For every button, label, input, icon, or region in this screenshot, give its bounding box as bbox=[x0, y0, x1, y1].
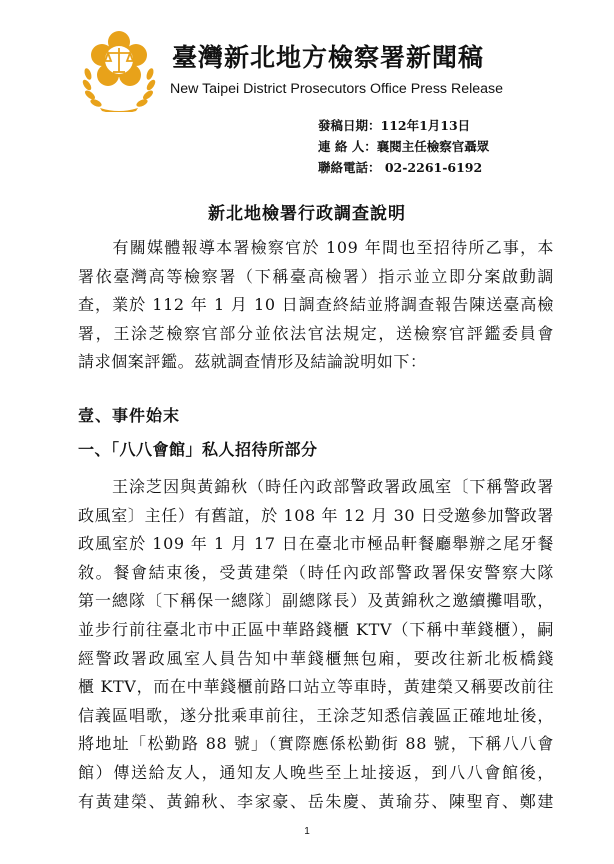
body-line: 館）傳送給友人，通知友人晚些至上址接返，到八八會館後， bbox=[78, 762, 554, 782]
body-line: 信義區唱歌，遂分批乘車前往，王涂芝知悉信義區正確地址後， bbox=[78, 705, 554, 725]
section-heading: 壹、事件始末 bbox=[78, 406, 181, 425]
subsection-heading: 一、「八八會館」私人招待所部分 bbox=[78, 440, 318, 459]
body-line: 王涂芝因與黃錦秋（時任內政部警政署政風室〔下稱警政署 bbox=[78, 477, 554, 496]
intro-paragraph bbox=[78, 234, 554, 377]
contact-person: 連 絡 人：襄閱主任檢察官聶眾 bbox=[318, 139, 490, 154]
release-meta bbox=[318, 115, 489, 178]
body-line: 第一總隊〔下稱保一總隊〕副總隊長）及黃錦秋之邀續攤唱歌， bbox=[78, 591, 554, 611]
press-release-title: 臺灣新北地方檢察署新聞稿 bbox=[172, 43, 485, 72]
body-line: 敘。餐會結束後，受黃建榮（時任內政部警政署保安警察大隊 bbox=[78, 562, 554, 582]
body-line: 政風室〕主任）有舊誼，於 108 年 12 月 30 日受邀參加警政署 bbox=[78, 505, 554, 525]
body-line: 有黃建榮、黃錦秋、李家豪、岳朱慶、黃瑜芬、陳聖育、鄭建 bbox=[78, 791, 554, 811]
document-title: 新北地檢署行政調查說明 bbox=[208, 204, 406, 224]
body-line: 並步行前往臺北市中正區中華路錢櫃 KTV（下稱中華錢櫃），嗣 bbox=[78, 619, 554, 639]
intro-line: 請求個案評鑑。茲就調查情形及結論說明如下： bbox=[78, 352, 427, 372]
intro-line: 署依臺灣高等檢察署（下稱臺高檢署）指示並立即分案啟動調 bbox=[78, 266, 554, 286]
body-line: 將地址「松勤路 88 號」（實際應係松勤街 88 號，下稱八八會 bbox=[78, 734, 554, 754]
body-line: 政風室於 109 年 1 月 17 日在臺北市極品軒餐廳舉辦之尾牙餐 bbox=[78, 534, 554, 554]
intro-line: 查，業於 112 年 1 月 10 日調查終結並將調查報告陳送臺高檢 bbox=[78, 295, 554, 315]
release-date: 發稿日期：112年1月13日 bbox=[318, 118, 471, 133]
intro-line: 有關媒體報導本署檢察官於 109 年間也至招待所乙事，本 bbox=[78, 238, 554, 257]
prosecutors-office-emblem-icon bbox=[80, 28, 158, 112]
body-paragraph bbox=[78, 473, 554, 816]
body-line: 櫃 KTV，而在中華錢櫃前路口站立等車時，黃建榮又稱要改前往 bbox=[78, 677, 554, 697]
contact-phone: 聯絡電話： 02-2261-6192 bbox=[318, 160, 483, 175]
intro-line: 署，王涂芝檢察官部分並依法官法規定，送檢察官評鑑委員會 bbox=[78, 323, 554, 343]
press-release-title-english: New Taipei District Prosecutors Office Press Release bbox=[170, 81, 504, 97]
body-line: 經警政署政風室人員告知中華錢櫃無包廂，要改往新北板橋錢 bbox=[78, 648, 554, 668]
page-number: 1 bbox=[304, 826, 310, 837]
